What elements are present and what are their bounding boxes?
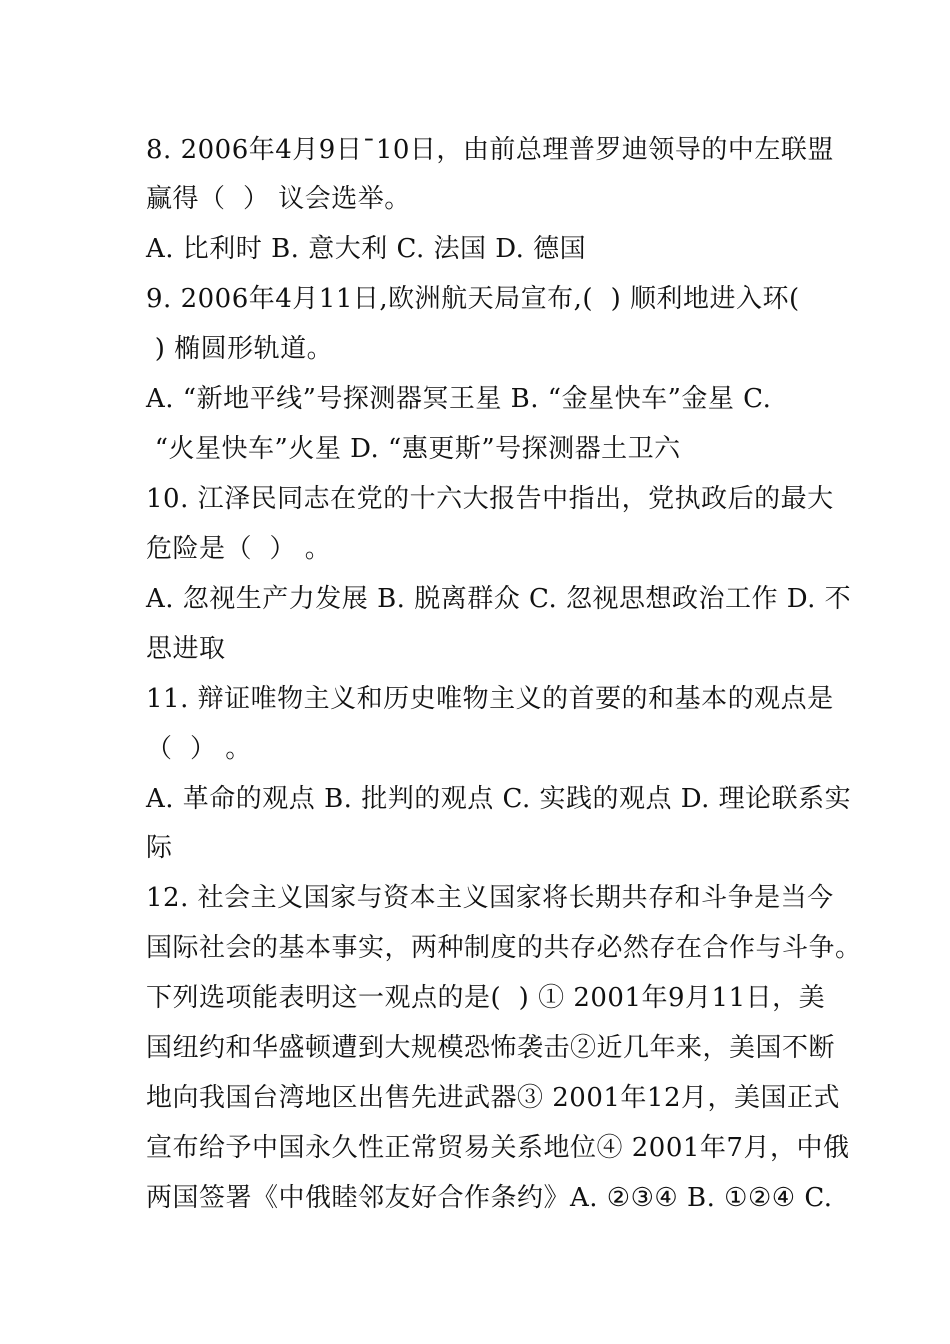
question-11-options-2: 际 (146, 833, 173, 863)
question-10-options-1: A. 忽视生产力发展 B. 脱离群众 C. 忽视思想政治工作 D. 不 (146, 584, 852, 614)
question-12-line-6: 宣布给予中国永久性正常贸易关系地位④ 2001年7月，中俄 (146, 1133, 850, 1163)
question-10-options-2: 思进取 (146, 634, 226, 664)
question-11-line-2: （ ） 。 (146, 734, 252, 764)
question-9-options-1: A. “新地平线”号探测器冥王星 B. “金星快车”金星 C. (146, 384, 772, 414)
question-12-line-5: 地向我国台湾地区出售先进武器③ 2001年12月，美国正式 (146, 1083, 841, 1113)
question-9-line-1: 9. 2006年4月11日,欧洲航天局宣布,( ) 顺利地进入环( (146, 284, 800, 314)
question-8-options: A. 比利时 B. 意大利 C. 法国 D. 德国 (146, 234, 587, 264)
question-9-options-2: “火星快车”火星 D. “惠更斯”号探测器土卫六 (146, 434, 681, 464)
question-8-line-1: 8. 2006年4月9日¯10日，由前总理普罗迪领导的中左联盟 (146, 135, 834, 165)
question-8-line-2: 赢得（ ） 议会选举。 (146, 184, 411, 214)
question-12-line-1: 12. 社会主义国家与资本主义国家将长期共存和斗争是当今 (146, 883, 834, 913)
question-12-line-2: 国际社会的基本事实，两种制度的共存必然存在合作与斗争。 (146, 933, 862, 963)
question-11-options-1: A. 革命的观点 B. 批判的观点 C. 实践的观点 D. 理论联系实 (146, 784, 852, 814)
question-10-line-1: 10. 江泽民同志在党的十六大报告中指出，党执政后的最大 (146, 484, 834, 514)
question-11-line-1: 11. 辩证唯物主义和历史唯物主义的首要的和基本的观点是 (146, 684, 834, 714)
question-12-line-3: 下列选项能表明这一观点的是( ) ① 2001年9月11日，美 (146, 983, 826, 1013)
question-10-line-2: 危险是（ ） 。 (146, 534, 332, 564)
question-9-line-2: ) 椭圆形轨道。 (146, 334, 334, 364)
question-12-line-4: 国纽约和华盛顿遭到大规模恐怖袭击②近几年来，美国不断 (146, 1033, 836, 1063)
question-12-line-7: 两国签署《中俄睦邻友好合作条约》A. ②③④ B. ①②④ C. (146, 1183, 833, 1213)
